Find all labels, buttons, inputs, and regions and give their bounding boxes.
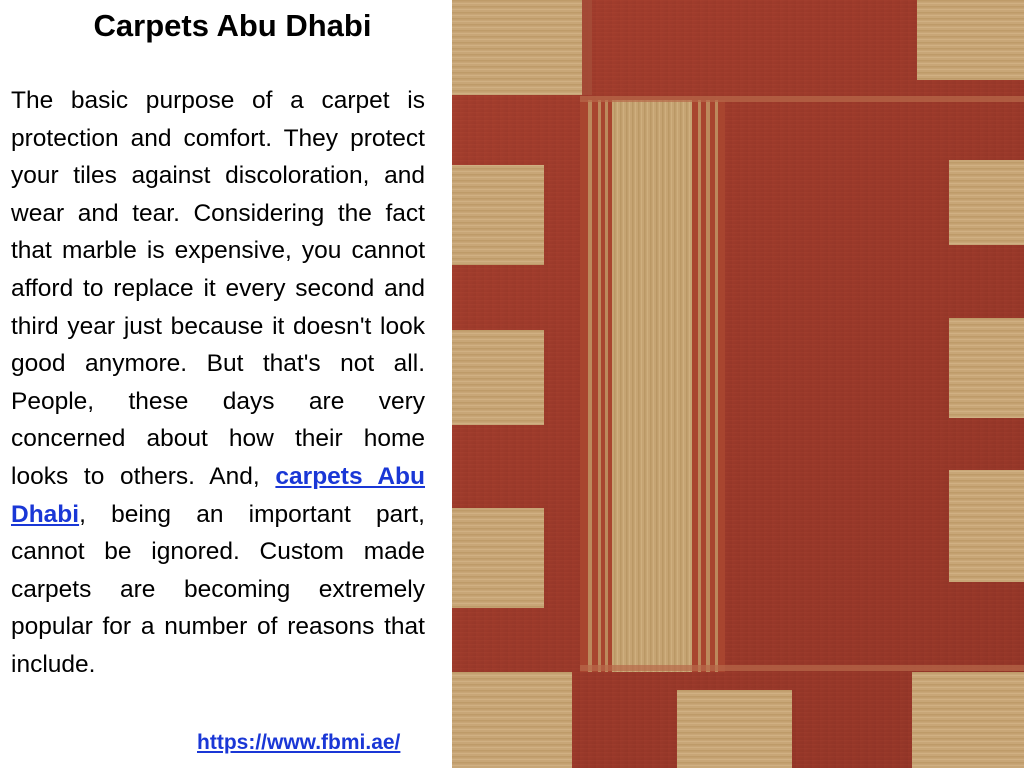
paragraph-text-end: , being an important part, cannot be ignored. Custom made carpets are becoming extremely popular for a number of reasons that include.	[11, 500, 425, 678]
carpet-image	[452, 0, 1024, 768]
website-url-link[interactable]: https://www.fbmi.ae/	[197, 731, 401, 754]
carpets-abu-dhabi-link[interactable]: carpets Abu Dhabi	[11, 462, 425, 528]
paragraph-text-start: The basic purpose of a carpet is protection and comfort. They protect your tiles against discoloration, and wear and tear. Considering the fact that marble is expensive, you cannot afford to replace it every second and third year just because it doesn't look good anymore. But that's not all. People, these days are very concerned about how their home looks to others. And,	[11, 87, 425, 490]
body-paragraph	[11, 82, 425, 684]
slide-title: Carpets Abu Dhabi	[93, 8, 372, 43]
